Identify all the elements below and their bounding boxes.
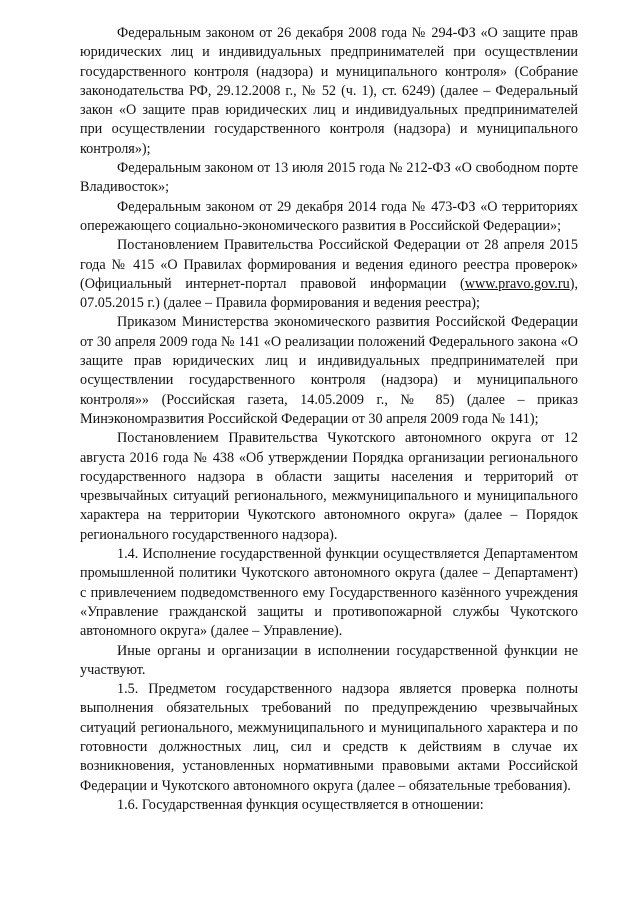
paragraph-section-1-4: 1.4. Исполнение государственной функции осуществляется Департаментом промышленной политики Чукотского автономного округа (далее – Департамент) с привлечением подведомственного ему Государственного казённого учреждения «Управление гражданской защиты и противопожарной службы Чукотского автономного округа» (далее – Управление).: [80, 546, 578, 640]
paragraph-other-bodies: Иные органы и организации в исполнении государственной функции не участвуют.: [80, 642, 578, 678]
paragraph-federal-law-473: Федеральным законом от 29 декабря 2014 года № 473-ФЗ «О территориях опережающего социально-экономического развития в Российской Федерации»;: [80, 198, 578, 234]
paragraph-section-1-5: 1.5. Предметом государственного надзора является проверка полноты выполнения обязательных требований по предупреждению чрезвычайных ситуаций регионального, межмуниципального и муниципального характера и по готовности должностных лиц, сил и средств к действиям в случае их возникновения, установленных нормативными правовыми актами Российской Федерации и Чукотского автономного округа (далее – обязательные требования).: [80, 681, 578, 794]
paragraph-section-1-6: 1.6. Государственная функция осуществляется в отношении:: [117, 796, 484, 813]
paragraph-text-after-link: ), 07.05.2015 г.) (далее – Правила формирования и ведения реестра);: [80, 275, 578, 312]
paragraph-government-resolution-415: [80, 236, 578, 313]
pravo-gov-link[interactable]: www.pravo.gov.ru: [464, 275, 570, 292]
paragraph-ministry-order-141: Приказом Министерства экономического развития Российской Федерации от 30 апреля 2009 года № 141 «О реализации положений Федерального закона «О защите прав юридических лиц и индивидуальных предпринимателей при осуществлении государственного контроля (надзора) и муниципального контроля»» (Российская газета, 14.05.2009 г., № 85) (далее – приказ Минэкономразвития Российской Федерации от 30 апреля 2009 года № 141);: [80, 314, 578, 427]
paragraph-federal-law-212: Федеральным законом от 13 июля 2015 года № 212-ФЗ «О свободном порте Владивосток»;: [80, 160, 578, 196]
paragraph-chukotka-resolution-438: Постановлением Правительства Чукотского автономного округа от 12 августа 2016 года № 438 «Об утверждении Порядка организации регионального государственного надзора в области защиты населения и территорий от чрезвычайных ситуаций регионального, межмуниципального и муниципального характера на территории Чукотского автономного округа» (далее – Порядок регионального государственного надзора).: [80, 430, 578, 543]
paragraph-federal-law-294: Федеральным законом от 26 декабря 2008 года № 294-ФЗ «О защите прав юридических лиц и индивидуальных предпринимателей при осуществлении государственного контроля (надзора) и муниципального контроля» (Собрание законодательства РФ, 29.12.2008 г., № 52 (ч. 1), ст. 6249) (далее – Федеральный закон «О защите прав юридических лиц и индивидуальных предпринимателей при осуществлении государственного контроля (надзора) и муниципального контроля»);: [80, 25, 578, 157]
paragraph-text-before-link: Постановлением Правительства Российской Федерации от 28 апреля 2015 года № 415 «О Правилах формирования и ведения единого реестра проверок» (Официальный интернет-портал правовой информации (: [80, 237, 578, 292]
document-page: [80, 24, 578, 815]
